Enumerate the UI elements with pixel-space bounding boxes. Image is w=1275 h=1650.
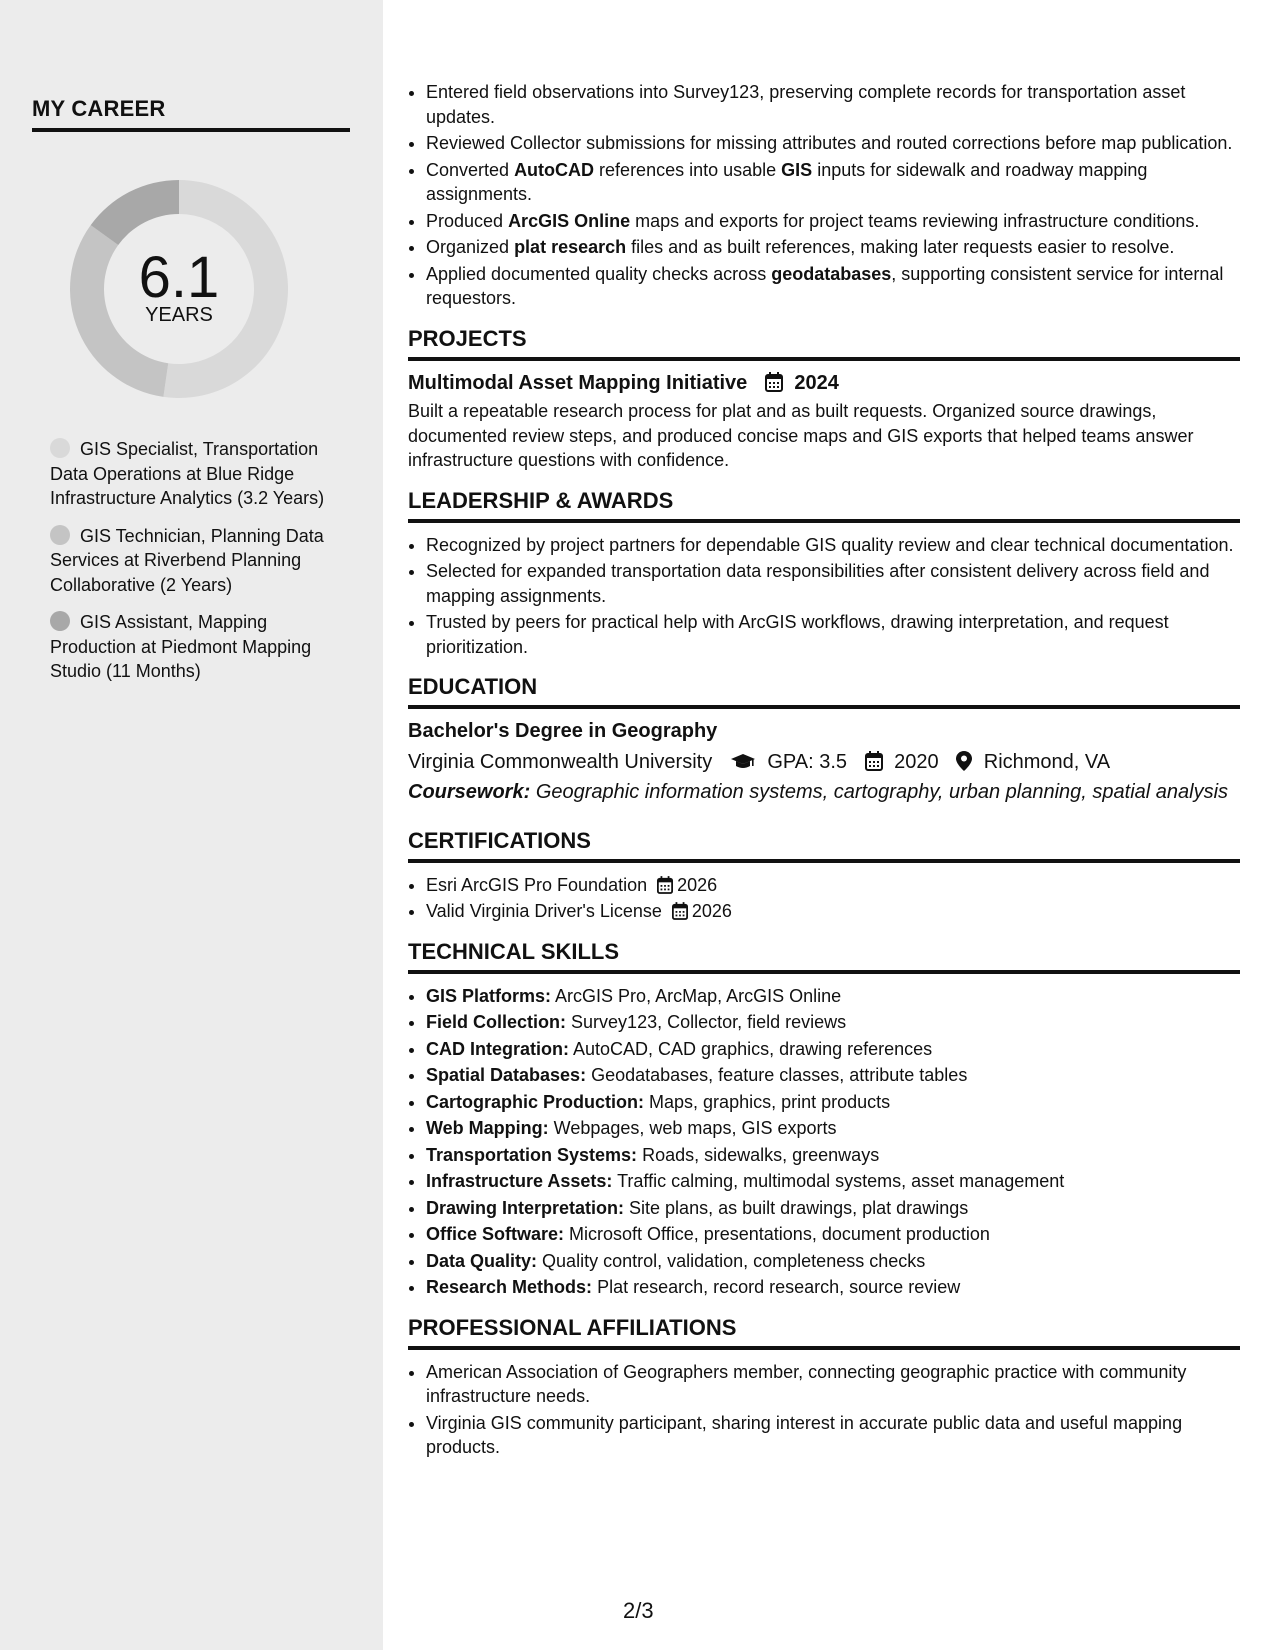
skill-value: AutoCAD, CAD graphics, drawing references	[573, 1038, 933, 1059]
education-heading: EDUCATION	[408, 673, 1240, 709]
bullet-keyword: ArcGIS Online	[508, 210, 631, 231]
skill-value: Microsoft Office, presentations, document production	[569, 1224, 990, 1244]
coursework	[408, 780, 1240, 805]
list-item	[426, 873, 1240, 898]
skill-value: Quality control, validation, completeness checks	[542, 1250, 926, 1271]
list-item: • Selected for expanded transportation data responsibilities after consistent delivery across field and mapping assignments.	[426, 559, 1240, 608]
affiliations-heading: PROFESSIONAL AFFILIATIONS	[408, 1314, 1240, 1350]
career-title: MY CAREER	[32, 96, 350, 132]
skills-heading: TECHNICAL SKILLS	[408, 938, 1240, 974]
list-item	[426, 1169, 1240, 1194]
project-name: Multimodal Asset Mapping Initiative	[408, 371, 748, 394]
career-dot	[50, 438, 70, 458]
career-item	[50, 524, 335, 598]
skill-value: Survey123, Collector, field reviews	[571, 1012, 847, 1032]
skill-label: Spatial Databases:	[426, 1065, 587, 1085]
career-dot	[50, 611, 70, 631]
bullet-text: files and as built references, making later requests easier to resolve.	[626, 237, 1175, 257]
education-details	[408, 750, 1240, 775]
bullet-keyword: AutoCAD	[514, 159, 595, 180]
skill-value: Webpages, web maps, GIS exports	[553, 1118, 837, 1138]
skill-label: Office Software:	[426, 1224, 565, 1244]
skill-label: Infrastructure Assets:	[426, 1171, 613, 1191]
list-item: • Recognized by project partners for dependable GIS quality review and clear technical documentation.	[426, 533, 1240, 558]
school: Virginia Commonwealth University	[408, 750, 713, 773]
list-item	[426, 1037, 1240, 1062]
list-item: • Trusted by peers for practical help with ArcGIS workflows, drawing interpretation, and request prioritization.	[426, 610, 1240, 659]
list-item	[426, 1222, 1240, 1247]
list-item	[426, 1063, 1240, 1088]
skill-label: CAD Integration:	[426, 1038, 569, 1059]
skills-list	[408, 984, 1240, 1300]
years-label: YEARS	[145, 304, 213, 326]
list-item	[426, 1090, 1240, 1115]
coursework-text: Geographic information systems, cartography, urban planning, spatial analysis	[535, 781, 1229, 803]
career-text: GIS Technician, Planning Data Services at Riverbend Planning Collaborative (2 Years)	[50, 525, 324, 595]
career-item	[50, 437, 335, 511]
coursework-label: Coursework:	[408, 781, 531, 803]
skill-label: GIS Platforms:	[426, 985, 552, 1006]
career-item	[50, 610, 335, 684]
affiliations-list	[408, 1360, 1240, 1460]
calendar-icon	[657, 876, 673, 894]
skill-label: Research Methods:	[426, 1277, 593, 1297]
bullet-text: Entered field observations into Survey123, preserving complete records for transportation asset updates.	[426, 82, 1186, 127]
list-item	[426, 209, 1240, 234]
list-item	[426, 1196, 1240, 1221]
skill-value: Traffic calming, multimodal systems, asset management	[617, 1171, 1065, 1191]
gpa: GPA: 3.5	[767, 750, 847, 773]
certifications-heading: CERTIFICATIONS	[408, 827, 1240, 863]
list-item	[426, 899, 1240, 924]
list-item	[426, 235, 1240, 260]
list-item	[426, 1249, 1240, 1274]
bullet-text: Applied documented quality checks across	[426, 263, 772, 284]
page-number: 2/3	[623, 1598, 654, 1623]
certifications-list	[408, 873, 1240, 924]
bullet-text: , supporting consistent service for internal requestors.	[426, 263, 1224, 308]
skill-label: Web Mapping:	[426, 1118, 549, 1138]
list-item	[426, 80, 1240, 129]
list-item	[426, 131, 1240, 156]
skill-label: Transportation Systems:	[426, 1144, 638, 1165]
certification-name: Valid Virginia Driver's License	[426, 901, 662, 921]
skill-value: Roads, sidewalks, greenways	[642, 1144, 880, 1165]
list-item	[426, 984, 1240, 1009]
bullet-keyword: geodatabases	[771, 263, 892, 284]
career-text: GIS Specialist, Transportation Data Operations at Blue Ridge Infrastructure Analytics (3.2 Years)	[50, 439, 325, 508]
bullet-text: Reviewed Collector submissions for missing attributes and routed corrections before map publication.	[426, 133, 1233, 153]
location-pin-icon	[956, 751, 972, 771]
bullet-text: references into usable	[594, 159, 782, 180]
main-content	[408, 80, 1240, 1462]
list-item	[426, 1143, 1240, 1168]
project-year: 2024	[794, 371, 839, 394]
degree: Bachelor's Degree in Geography	[408, 720, 718, 742]
school-location: Richmond, VA	[983, 750, 1111, 773]
projects-heading: PROJECTS	[408, 325, 1240, 361]
skill-value: ArcGIS Pro, ArcMap, ArcGIS Online	[555, 985, 842, 1006]
skill-label: Cartographic Production:	[426, 1091, 645, 1112]
list-item: • Virginia GIS community participant, sharing interest in accurate public data and useful mapping products.	[426, 1411, 1240, 1460]
graduation-year: 2020	[894, 750, 939, 773]
career-list	[50, 437, 335, 697]
certification-year: 2026	[677, 874, 718, 895]
certification-name: Esri ArcGIS Pro Foundation	[426, 874, 648, 895]
bullet-keyword: plat research	[514, 237, 627, 257]
list-item	[426, 262, 1240, 311]
career-donut-chart	[66, 176, 292, 402]
calendar-icon	[765, 372, 783, 392]
bullet-text: inputs for sidewalk and roadway mapping assignments.	[426, 159, 1148, 204]
list-item: • American Association of Geographers member, connecting geographic practice with community infrastructure needs.	[426, 1360, 1240, 1409]
bullet-text: maps and exports for project teams reviewing infrastructure conditions.	[630, 210, 1200, 231]
certification-year: 2026	[691, 901, 732, 921]
calendar-icon	[672, 902, 688, 920]
list-item	[426, 1275, 1240, 1300]
experience-bullets	[408, 80, 1240, 311]
bullet-text: Organized	[426, 237, 515, 257]
bullet-text: Produced	[426, 210, 509, 231]
graduation-cap-icon	[730, 753, 756, 771]
bullet-text: Converted	[426, 159, 515, 180]
years-value: 6.1	[138, 245, 220, 310]
career-text: GIS Assistant, Mapping Production at Piedmont Mapping Studio (11 Months)	[50, 612, 312, 681]
skill-value: Maps, graphics, print products	[649, 1091, 891, 1112]
bullet-keyword: GIS	[781, 159, 813, 180]
list-item	[426, 1116, 1240, 1141]
leadership-list	[408, 533, 1240, 660]
skill-value: Geodatabases, feature classes, attribute tables	[591, 1065, 968, 1085]
leadership-heading: LEADERSHIP & AWARDS	[408, 487, 1240, 523]
skill-label: Field Collection:	[426, 1012, 567, 1032]
skill-value: Site plans, as built drawings, plat drawings	[629, 1197, 969, 1218]
calendar-icon	[865, 751, 883, 771]
project-header	[408, 371, 1240, 396]
project-description: Built a repeatable research process for plat and as built requests. Organized source drawings, documented review steps, and produced concise maps and GIS exports that helped teams answer infrastructure questions with confidence.	[408, 401, 1194, 470]
list-item	[426, 158, 1240, 207]
skill-value: Plat research, record research, source review	[597, 1277, 961, 1297]
list-item	[426, 1010, 1240, 1035]
skill-label: Drawing Interpretation:	[426, 1197, 625, 1218]
skill-label: Data Quality:	[426, 1250, 538, 1271]
career-dot	[50, 525, 70, 545]
sidebar	[0, 0, 383, 1650]
